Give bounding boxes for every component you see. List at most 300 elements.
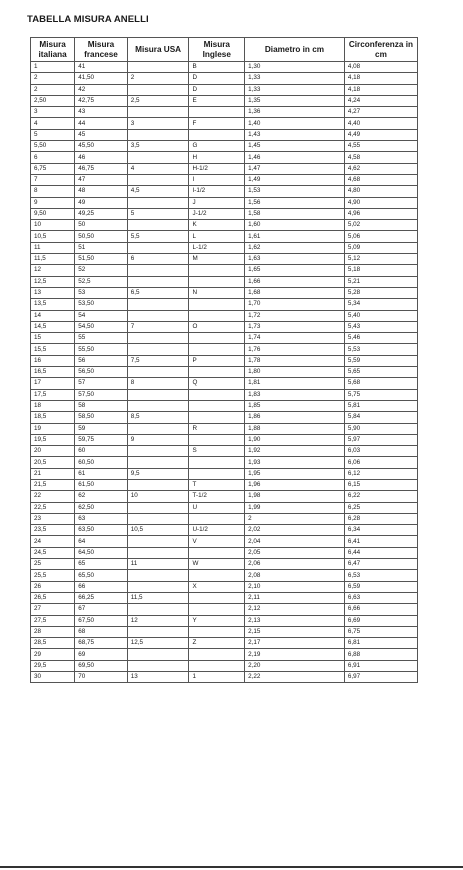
cell-circonferenza: 4,96 bbox=[344, 208, 417, 219]
cell-misura-italiana: 25,5 bbox=[31, 570, 75, 581]
cell-misura-inglese: 1 bbox=[189, 672, 245, 683]
table-row bbox=[31, 152, 418, 163]
cell-misura-inglese: T bbox=[189, 479, 245, 490]
cell-misura-francese: 42 bbox=[75, 84, 127, 95]
cell-misura-italiana: 19 bbox=[31, 423, 75, 434]
table-row bbox=[31, 321, 418, 332]
table-row bbox=[31, 367, 418, 378]
cell-circonferenza: 6,91 bbox=[344, 660, 417, 671]
cell-misura-francese: 53 bbox=[75, 287, 127, 298]
cell-misura-inglese: H-1/2 bbox=[189, 163, 245, 174]
cell-diametro: 2,10 bbox=[245, 581, 345, 592]
cell-circonferenza: 4,80 bbox=[344, 186, 417, 197]
cell-misura-italiana: 27 bbox=[31, 604, 75, 615]
cell-circonferenza: 6,66 bbox=[344, 604, 417, 615]
cell-misura-usa: 3 bbox=[127, 118, 189, 129]
table-row bbox=[31, 559, 418, 570]
cell-misura-francese: 59 bbox=[75, 423, 127, 434]
cell-misura-usa bbox=[127, 649, 189, 660]
cell-circonferenza: 6,34 bbox=[344, 525, 417, 536]
cell-diametro: 2,15 bbox=[245, 626, 345, 637]
table-row bbox=[31, 513, 418, 524]
cell-circonferenza: 5,59 bbox=[344, 355, 417, 366]
table-row bbox=[31, 84, 418, 95]
cell-circonferenza: 5,53 bbox=[344, 344, 417, 355]
cell-misura-inglese bbox=[189, 389, 245, 400]
cell-misura-italiana: 2 bbox=[31, 84, 75, 95]
cell-misura-italiana: 23,5 bbox=[31, 525, 75, 536]
cell-circonferenza: 5,09 bbox=[344, 242, 417, 253]
cell-circonferenza: 6,75 bbox=[344, 626, 417, 637]
table-row bbox=[31, 649, 418, 660]
header-misura-usa: Misura USA bbox=[127, 38, 189, 62]
cell-diametro: 1,35 bbox=[245, 95, 345, 106]
cell-misura-italiana: 23 bbox=[31, 513, 75, 524]
cell-misura-usa bbox=[127, 367, 189, 378]
cell-circonferenza: 5,46 bbox=[344, 333, 417, 344]
table-row bbox=[31, 197, 418, 208]
cell-misura-francese: 60 bbox=[75, 446, 127, 457]
table-row bbox=[31, 129, 418, 140]
cell-diametro: 2,19 bbox=[245, 649, 345, 660]
cell-diametro: 1,49 bbox=[245, 174, 345, 185]
cell-misura-usa: 3,5 bbox=[127, 141, 189, 152]
cell-misura-francese: 43 bbox=[75, 107, 127, 118]
cell-misura-italiana: 22,5 bbox=[31, 502, 75, 513]
cell-misura-usa bbox=[127, 62, 189, 73]
cell-circonferenza: 5,84 bbox=[344, 412, 417, 423]
cell-misura-inglese: K bbox=[189, 220, 245, 231]
cell-misura-inglese: L-1/2 bbox=[189, 242, 245, 253]
cell-misura-italiana: 30 bbox=[31, 672, 75, 683]
cell-misura-italiana: 28 bbox=[31, 626, 75, 637]
table-row bbox=[31, 163, 418, 174]
cell-misura-inglese bbox=[189, 592, 245, 603]
cell-circonferenza: 6,15 bbox=[344, 479, 417, 490]
cell-diametro: 2,02 bbox=[245, 525, 345, 536]
cell-misura-usa: 11,5 bbox=[127, 592, 189, 603]
cell-misura-inglese bbox=[189, 457, 245, 468]
cell-misura-italiana: 11,5 bbox=[31, 254, 75, 265]
cell-misura-usa: 7,5 bbox=[127, 355, 189, 366]
cell-misura-inglese: Z bbox=[189, 638, 245, 649]
table-row bbox=[31, 468, 418, 479]
cell-misura-inglese bbox=[189, 604, 245, 615]
cell-diametro: 1,47 bbox=[245, 163, 345, 174]
cell-diametro: 1,93 bbox=[245, 457, 345, 468]
cell-misura-italiana: 21 bbox=[31, 468, 75, 479]
table-row bbox=[31, 220, 418, 231]
cell-circonferenza: 5,02 bbox=[344, 220, 417, 231]
cell-misura-francese: 68 bbox=[75, 626, 127, 637]
cell-misura-francese: 55 bbox=[75, 333, 127, 344]
cell-misura-usa: 2,5 bbox=[127, 95, 189, 106]
cell-circonferenza: 6,06 bbox=[344, 457, 417, 468]
cell-misura-inglese bbox=[189, 513, 245, 524]
cell-misura-francese: 56 bbox=[75, 355, 127, 366]
table-row bbox=[31, 615, 418, 626]
cell-circonferenza: 5,28 bbox=[344, 287, 417, 298]
cell-misura-italiana: 3 bbox=[31, 107, 75, 118]
cell-circonferenza: 6,88 bbox=[344, 649, 417, 660]
cell-diametro: 1,90 bbox=[245, 434, 345, 445]
cell-diametro: 1,68 bbox=[245, 287, 345, 298]
cell-misura-italiana: 6,75 bbox=[31, 163, 75, 174]
cell-circonferenza: 4,49 bbox=[344, 129, 417, 140]
table-row bbox=[31, 344, 418, 355]
document-title: TABELLA MISURA ANELLI bbox=[27, 14, 149, 25]
cell-diametro: 1,43 bbox=[245, 129, 345, 140]
table-row bbox=[31, 525, 418, 536]
table-row bbox=[31, 174, 418, 185]
cell-misura-francese: 67,50 bbox=[75, 615, 127, 626]
cell-misura-italiana: 15,5 bbox=[31, 344, 75, 355]
cell-diametro: 2,22 bbox=[245, 672, 345, 683]
cell-circonferenza: 5,43 bbox=[344, 321, 417, 332]
cell-misura-usa bbox=[127, 581, 189, 592]
cell-misura-inglese: Y bbox=[189, 615, 245, 626]
table-row bbox=[31, 231, 418, 242]
cell-circonferenza: 6,53 bbox=[344, 570, 417, 581]
cell-circonferenza: 6,97 bbox=[344, 672, 417, 683]
cell-misura-italiana: 8 bbox=[31, 186, 75, 197]
cell-circonferenza: 5,65 bbox=[344, 367, 417, 378]
cell-misura-francese: 52 bbox=[75, 265, 127, 276]
cell-misura-inglese: J-1/2 bbox=[189, 208, 245, 219]
cell-misura-francese: 67 bbox=[75, 604, 127, 615]
cell-misura-inglese bbox=[189, 468, 245, 479]
cell-circonferenza: 5,90 bbox=[344, 423, 417, 434]
header-misura-inglese: Misura Inglese bbox=[189, 38, 245, 62]
cell-diametro: 1,56 bbox=[245, 197, 345, 208]
cell-misura-italiana: 9 bbox=[31, 197, 75, 208]
cell-misura-usa: 10 bbox=[127, 491, 189, 502]
cell-misura-usa bbox=[127, 446, 189, 457]
cell-diametro: 1,33 bbox=[245, 73, 345, 84]
cell-circonferenza: 6,59 bbox=[344, 581, 417, 592]
cell-diametro: 2 bbox=[245, 513, 345, 524]
header-diametro: Diametro in cm bbox=[245, 38, 345, 62]
cell-diametro: 1,96 bbox=[245, 479, 345, 490]
cell-diametro: 1,78 bbox=[245, 355, 345, 366]
cell-misura-francese: 45,50 bbox=[75, 141, 127, 152]
cell-diametro: 1,53 bbox=[245, 186, 345, 197]
table-row bbox=[31, 310, 418, 321]
cell-misura-usa bbox=[127, 660, 189, 671]
cell-misura-francese: 69,50 bbox=[75, 660, 127, 671]
table-row bbox=[31, 389, 418, 400]
cell-misura-francese: 57,50 bbox=[75, 389, 127, 400]
cell-circonferenza: 4,27 bbox=[344, 107, 417, 118]
cell-misura-inglese: D bbox=[189, 73, 245, 84]
table-row bbox=[31, 479, 418, 490]
header-misura-italiana: Misura italiana bbox=[31, 38, 75, 62]
table-row bbox=[31, 412, 418, 423]
cell-misura-italiana: 24 bbox=[31, 536, 75, 547]
cell-diametro: 1,74 bbox=[245, 333, 345, 344]
cell-misura-francese: 59,75 bbox=[75, 434, 127, 445]
cell-misura-inglese: X bbox=[189, 581, 245, 592]
table-row bbox=[31, 299, 418, 310]
table-row bbox=[31, 672, 418, 683]
cell-misura-italiana: 21,5 bbox=[31, 479, 75, 490]
cell-circonferenza: 6,47 bbox=[344, 559, 417, 570]
cell-misura-francese: 65,50 bbox=[75, 570, 127, 581]
cell-misura-francese: 55,50 bbox=[75, 344, 127, 355]
cell-misura-usa bbox=[127, 333, 189, 344]
cell-diametro: 1,95 bbox=[245, 468, 345, 479]
cell-misura-italiana: 27,5 bbox=[31, 615, 75, 626]
cell-misura-inglese bbox=[189, 344, 245, 355]
cell-misura-francese: 64,50 bbox=[75, 547, 127, 558]
cell-misura-usa bbox=[127, 457, 189, 468]
cell-misura-italiana: 19,5 bbox=[31, 434, 75, 445]
cell-misura-francese: 52,5 bbox=[75, 276, 127, 287]
cell-misura-usa: 2 bbox=[127, 73, 189, 84]
cell-misura-francese: 48 bbox=[75, 186, 127, 197]
cell-misura-italiana: 18,5 bbox=[31, 412, 75, 423]
cell-misura-usa: 8,5 bbox=[127, 412, 189, 423]
cell-misura-italiana: 14 bbox=[31, 310, 75, 321]
cell-diametro: 2,17 bbox=[245, 638, 345, 649]
cell-diametro: 1,70 bbox=[245, 299, 345, 310]
cell-misura-usa bbox=[127, 626, 189, 637]
cell-diametro: 2,04 bbox=[245, 536, 345, 547]
cell-misura-usa bbox=[127, 242, 189, 253]
cell-misura-francese: 64 bbox=[75, 536, 127, 547]
cell-misura-italiana: 26 bbox=[31, 581, 75, 592]
cell-diametro: 1,62 bbox=[245, 242, 345, 253]
cell-circonferenza: 4,24 bbox=[344, 95, 417, 106]
cell-misura-usa: 11 bbox=[127, 559, 189, 570]
cell-diametro: 1,30 bbox=[245, 62, 345, 73]
cell-misura-usa bbox=[127, 276, 189, 287]
table-row bbox=[31, 502, 418, 513]
table-row bbox=[31, 265, 418, 276]
cell-misura-inglese: F bbox=[189, 118, 245, 129]
cell-misura-francese: 62,50 bbox=[75, 502, 127, 513]
cell-misura-italiana: 17,5 bbox=[31, 389, 75, 400]
table-row bbox=[31, 355, 418, 366]
table-row bbox=[31, 242, 418, 253]
cell-misura-inglese bbox=[189, 333, 245, 344]
table-row bbox=[31, 491, 418, 502]
cell-misura-francese: 46 bbox=[75, 152, 127, 163]
cell-circonferenza: 5,68 bbox=[344, 378, 417, 389]
cell-misura-italiana: 15 bbox=[31, 333, 75, 344]
table-row bbox=[31, 276, 418, 287]
cell-diametro: 1,58 bbox=[245, 208, 345, 219]
cell-misura-inglese: L bbox=[189, 231, 245, 242]
cell-misura-italiana: 10,5 bbox=[31, 231, 75, 242]
cell-misura-francese: 58 bbox=[75, 400, 127, 411]
cell-misura-inglese: W bbox=[189, 559, 245, 570]
cell-misura-usa bbox=[127, 423, 189, 434]
cell-misura-usa bbox=[127, 502, 189, 513]
cell-misura-usa: 9 bbox=[127, 434, 189, 445]
cell-diametro: 1,46 bbox=[245, 152, 345, 163]
cell-misura-usa bbox=[127, 400, 189, 411]
cell-misura-italiana: 20 bbox=[31, 446, 75, 457]
cell-misura-francese: 62 bbox=[75, 491, 127, 502]
cell-misura-inglese: D bbox=[189, 84, 245, 95]
cell-misura-inglese: E bbox=[189, 95, 245, 106]
cell-misura-inglese: Q bbox=[189, 378, 245, 389]
cell-circonferenza: 6,25 bbox=[344, 502, 417, 513]
cell-misura-italiana: 22 bbox=[31, 491, 75, 502]
cell-misura-inglese: S bbox=[189, 446, 245, 457]
cell-misura-inglese bbox=[189, 299, 245, 310]
cell-misura-inglese: U bbox=[189, 502, 245, 513]
cell-misura-francese: 41,50 bbox=[75, 73, 127, 84]
cell-misura-inglese: O bbox=[189, 321, 245, 332]
header-misura-francese: Misura francese bbox=[75, 38, 127, 62]
cell-misura-inglese bbox=[189, 649, 245, 660]
cell-misura-inglese: U-1/2 bbox=[189, 525, 245, 536]
cell-misura-inglese: M bbox=[189, 254, 245, 265]
table-row bbox=[31, 423, 418, 434]
cell-misura-italiana: 20,5 bbox=[31, 457, 75, 468]
cell-misura-inglese: J bbox=[189, 197, 245, 208]
cell-misura-usa bbox=[127, 570, 189, 581]
cell-misura-usa: 9,5 bbox=[127, 468, 189, 479]
table-row bbox=[31, 592, 418, 603]
cell-circonferenza: 6,41 bbox=[344, 536, 417, 547]
cell-misura-francese: 50 bbox=[75, 220, 127, 231]
cell-circonferenza: 5,81 bbox=[344, 400, 417, 411]
cell-circonferenza: 6,22 bbox=[344, 491, 417, 502]
page-bottom-divider bbox=[0, 866, 463, 868]
cell-misura-italiana: 10 bbox=[31, 220, 75, 231]
cell-misura-italiana: 16 bbox=[31, 355, 75, 366]
cell-misura-francese: 69 bbox=[75, 649, 127, 660]
cell-misura-usa: 6 bbox=[127, 254, 189, 265]
cell-circonferenza: 6,69 bbox=[344, 615, 417, 626]
cell-diametro: 1,66 bbox=[245, 276, 345, 287]
cell-misura-italiana: 11 bbox=[31, 242, 75, 253]
cell-misura-francese: 42,75 bbox=[75, 95, 127, 106]
cell-misura-italiana: 12,5 bbox=[31, 276, 75, 287]
table-row bbox=[31, 446, 418, 457]
table-row bbox=[31, 400, 418, 411]
table-body bbox=[31, 62, 418, 683]
cell-diametro: 1,33 bbox=[245, 84, 345, 95]
cell-misura-francese: 45 bbox=[75, 129, 127, 140]
cell-misura-inglese bbox=[189, 400, 245, 411]
cell-diametro: 1,80 bbox=[245, 367, 345, 378]
cell-misura-francese: 66,25 bbox=[75, 592, 127, 603]
cell-misura-francese: 44 bbox=[75, 118, 127, 129]
cell-misura-usa bbox=[127, 389, 189, 400]
cell-misura-inglese bbox=[189, 660, 245, 671]
cell-misura-italiana: 9,50 bbox=[31, 208, 75, 219]
cell-diametro: 1,61 bbox=[245, 231, 345, 242]
table-row bbox=[31, 333, 418, 344]
table-row bbox=[31, 581, 418, 592]
cell-misura-francese: 66 bbox=[75, 581, 127, 592]
cell-diametro: 2,08 bbox=[245, 570, 345, 581]
cell-misura-usa: 12 bbox=[127, 615, 189, 626]
cell-diametro: 1,40 bbox=[245, 118, 345, 129]
cell-diametro: 1,83 bbox=[245, 389, 345, 400]
cell-misura-inglese bbox=[189, 310, 245, 321]
cell-misura-usa: 12,5 bbox=[127, 638, 189, 649]
cell-misura-francese: 65 bbox=[75, 559, 127, 570]
cell-circonferenza: 5,75 bbox=[344, 389, 417, 400]
table-row bbox=[31, 434, 418, 445]
table-row bbox=[31, 141, 418, 152]
cell-diametro: 1,72 bbox=[245, 310, 345, 321]
cell-diametro: 1,85 bbox=[245, 400, 345, 411]
table-row bbox=[31, 378, 418, 389]
cell-misura-italiana: 5,50 bbox=[31, 141, 75, 152]
cell-misura-inglese bbox=[189, 547, 245, 558]
cell-misura-italiana: 2 bbox=[31, 73, 75, 84]
table-header-row bbox=[31, 38, 418, 62]
cell-misura-usa bbox=[127, 265, 189, 276]
table-row bbox=[31, 638, 418, 649]
cell-misura-usa bbox=[127, 479, 189, 490]
cell-misura-francese: 51 bbox=[75, 242, 127, 253]
cell-misura-francese: 57 bbox=[75, 378, 127, 389]
cell-circonferenza: 5,97 bbox=[344, 434, 417, 445]
cell-misura-francese: 47 bbox=[75, 174, 127, 185]
cell-circonferenza: 5,21 bbox=[344, 276, 417, 287]
cell-misura-usa bbox=[127, 84, 189, 95]
cell-misura-italiana: 1 bbox=[31, 62, 75, 73]
cell-misura-usa: 5 bbox=[127, 208, 189, 219]
cell-circonferenza: 6,03 bbox=[344, 446, 417, 457]
table-row bbox=[31, 457, 418, 468]
cell-misura-francese: 63,50 bbox=[75, 525, 127, 536]
cell-circonferenza: 5,12 bbox=[344, 254, 417, 265]
cell-diametro: 1,45 bbox=[245, 141, 345, 152]
cell-circonferenza: 5,06 bbox=[344, 231, 417, 242]
cell-diametro: 1,99 bbox=[245, 502, 345, 513]
cell-misura-francese: 58,50 bbox=[75, 412, 127, 423]
cell-misura-usa bbox=[127, 310, 189, 321]
cell-misura-inglese bbox=[189, 265, 245, 276]
cell-circonferenza: 5,34 bbox=[344, 299, 417, 310]
cell-diametro: 2,13 bbox=[245, 615, 345, 626]
cell-misura-italiana: 7 bbox=[31, 174, 75, 185]
cell-misura-inglese: P bbox=[189, 355, 245, 366]
cell-misura-italiana: 28,5 bbox=[31, 638, 75, 649]
table-row bbox=[31, 536, 418, 547]
cell-misura-italiana: 14,5 bbox=[31, 321, 75, 332]
cell-misura-inglese bbox=[189, 570, 245, 581]
table-row bbox=[31, 73, 418, 84]
cell-misura-francese: 61,50 bbox=[75, 479, 127, 490]
cell-misura-inglese bbox=[189, 412, 245, 423]
cell-misura-inglese bbox=[189, 276, 245, 287]
table-row bbox=[31, 626, 418, 637]
cell-misura-italiana: 29,5 bbox=[31, 660, 75, 671]
cell-misura-francese: 41 bbox=[75, 62, 127, 73]
cell-misura-inglese: R bbox=[189, 423, 245, 434]
cell-misura-usa bbox=[127, 547, 189, 558]
cell-circonferenza: 4,62 bbox=[344, 163, 417, 174]
cell-misura-francese: 54,50 bbox=[75, 321, 127, 332]
cell-misura-inglese: T-1/2 bbox=[189, 491, 245, 502]
cell-misura-italiana: 5 bbox=[31, 129, 75, 140]
table-row bbox=[31, 186, 418, 197]
cell-misura-francese: 61 bbox=[75, 468, 127, 479]
cell-diametro: 1,92 bbox=[245, 446, 345, 457]
cell-circonferenza: 4,68 bbox=[344, 174, 417, 185]
cell-misura-usa: 6,5 bbox=[127, 287, 189, 298]
cell-circonferenza: 6,44 bbox=[344, 547, 417, 558]
